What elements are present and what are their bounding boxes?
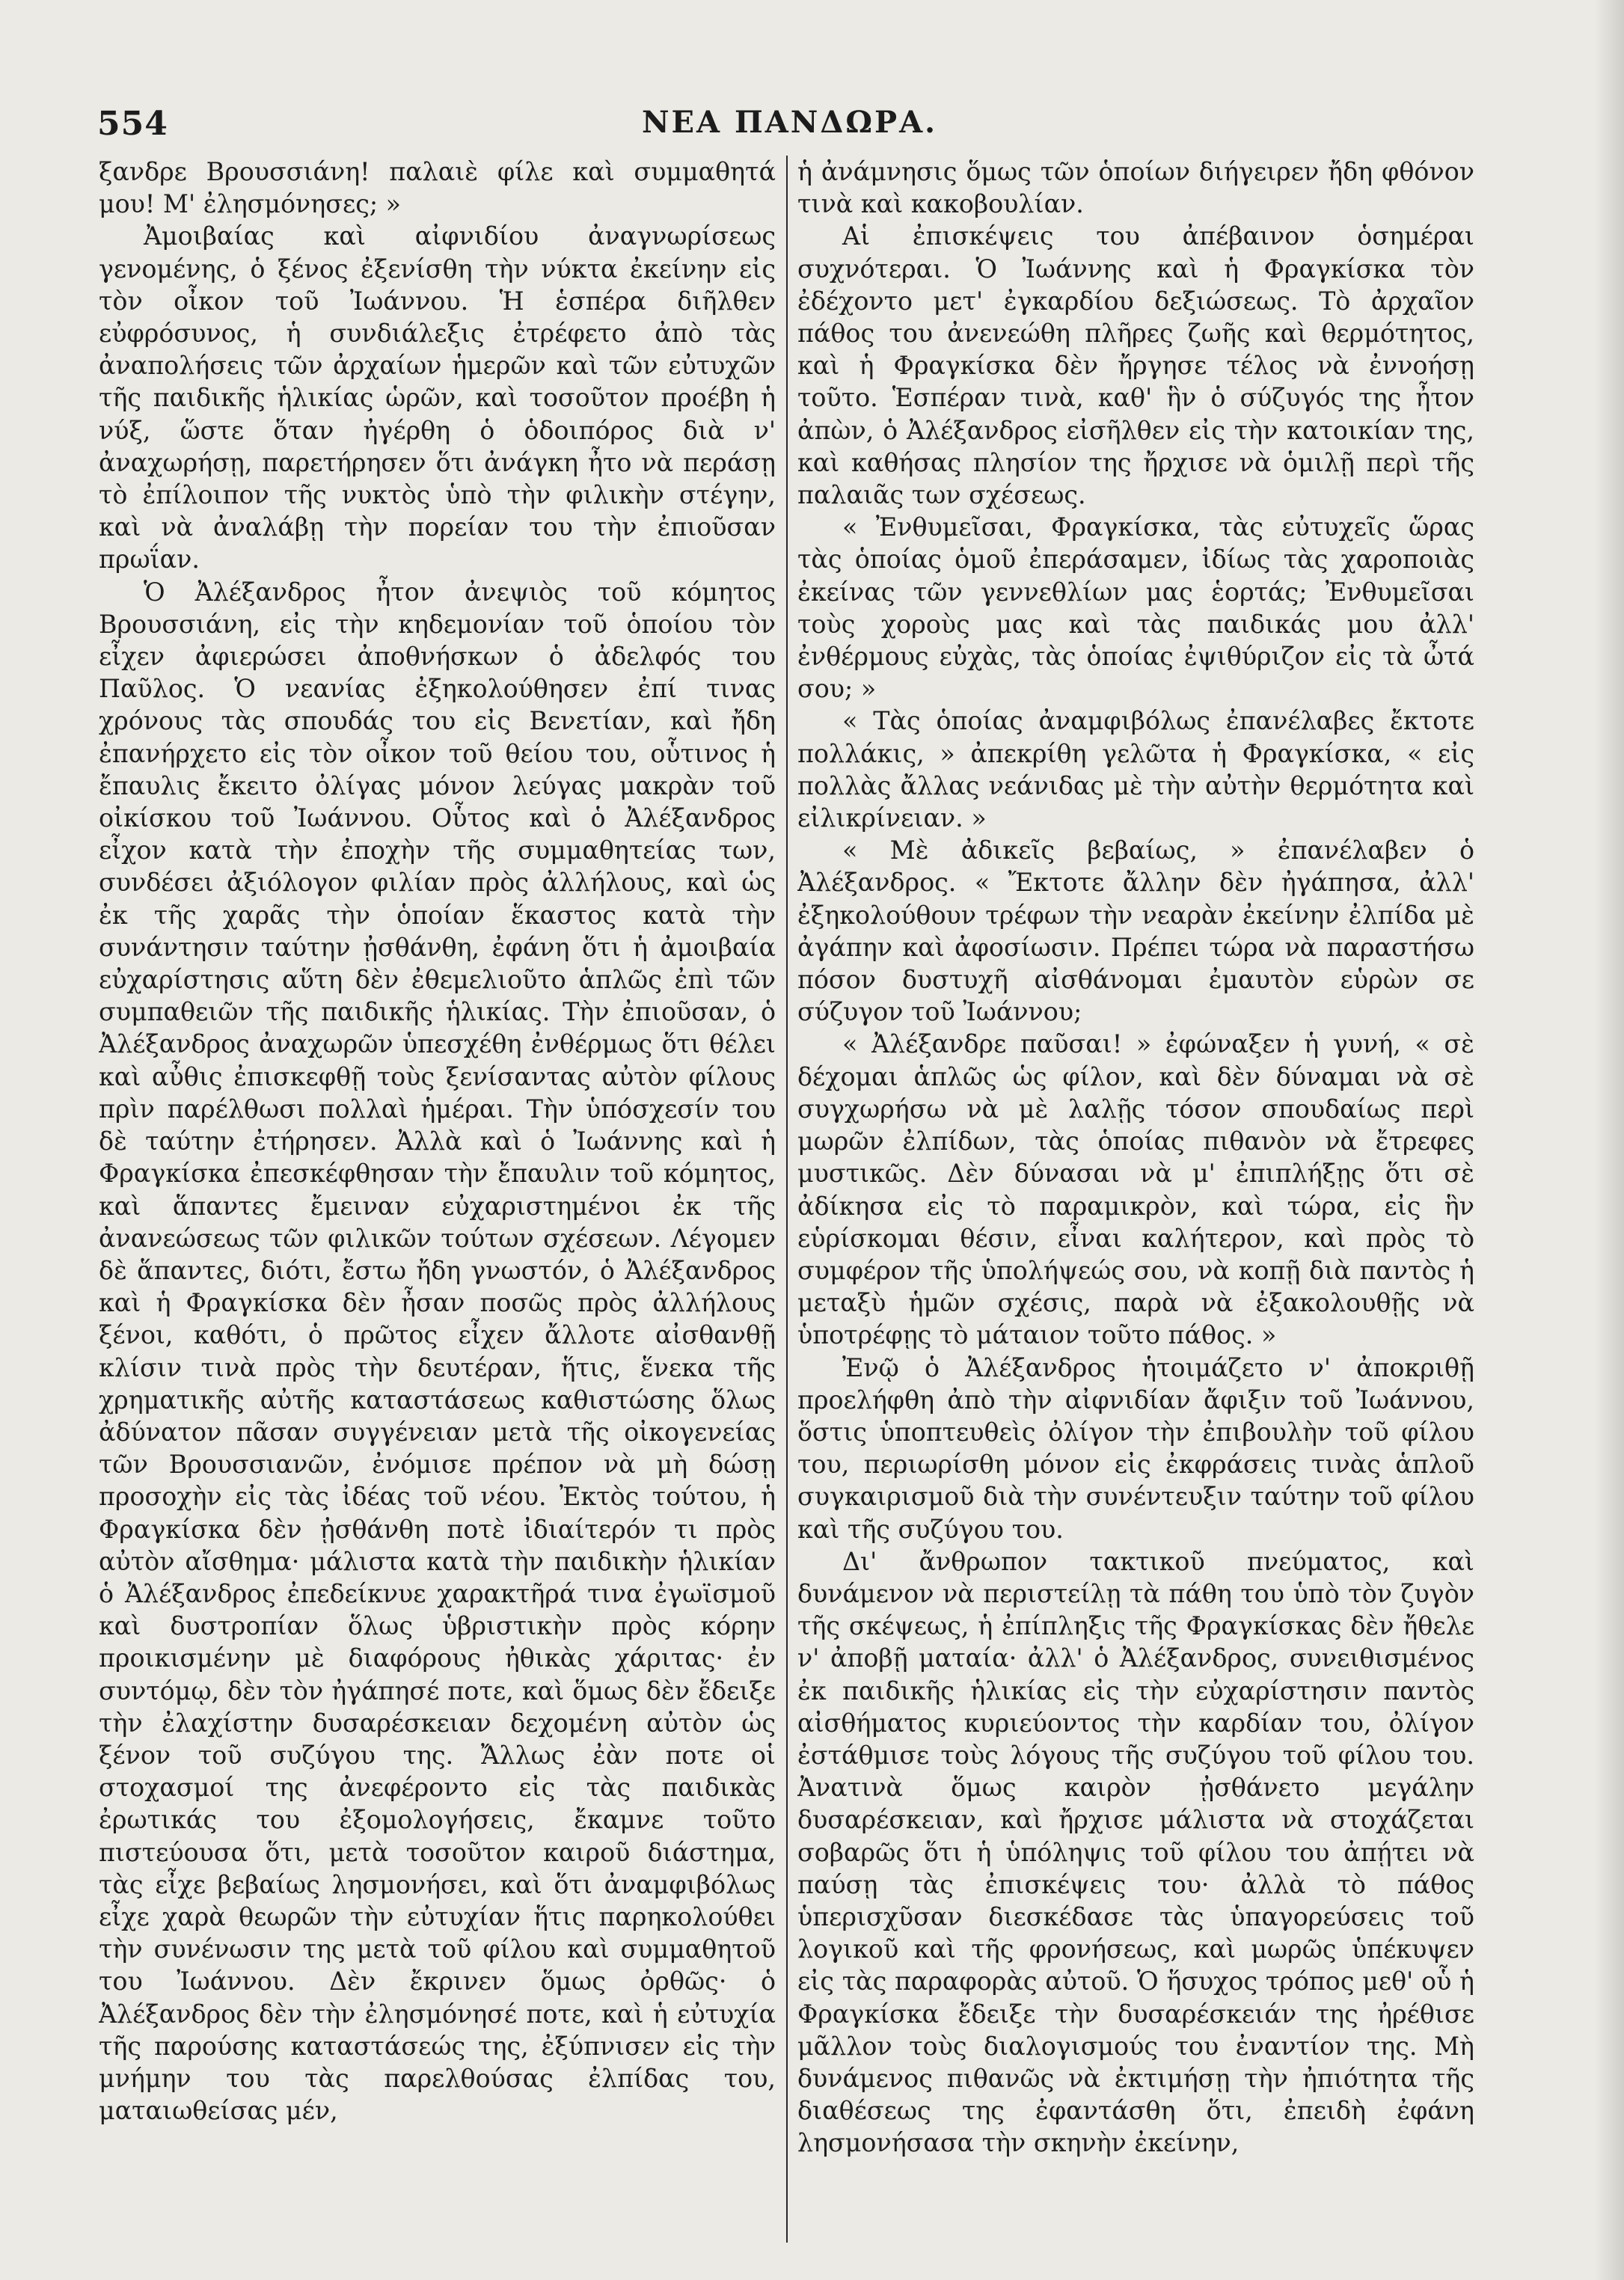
page-edge-shadow [1594,0,1624,2280]
left-paragraph-3: Ὁ Ἀλέξανδρος ἦτον ἀνεψιὸς τοῦ κόμητος Βρουσσιάνη, εἰς τὴν κηδεμονίαν τοῦ ὁποίου τὸν εἶχεν ἀφιερώσει ἀποθνήσκων ὁ ἀδελφός του Παῦλος. Ὁ νεανίας ἐξηκολούθησεν ἐπί τινας χρόνους τὰς σπουδάς του εἰς Βενετίαν, καὶ ἤδη ἐπανήρχετο εἰς τὸν οἶκον τοῦ θείου του, οὗτινος ἡ ἔπαυλις ἔκειτο ὀλίγας μόνον λεύγας μακρὰν τοῦ οἰκίσκου τοῦ Ἰωάννου. Οὗτος καὶ ὁ Ἀλέξανδρος εἶχον κατὰ τὴν ἐποχὴν τῆς συμμαθητείας των, συνδέσει ἀξιόλογον φιλίαν πρὸς ἀλλήλους, καὶ ὡς ἐκ τῆς χαρᾶς τὴν ὁποίαν ἕκαστος κατὰ τὴν συνάντησιν ταύτην ᾐσθάνθη, ἐφάνη ὅτι ἡ ἀμοιβαία εὐχαρίστησις αὕτη δὲν ἐθεμελιοῦτο ἁπλῶς ἐπὶ τῶν συμπαθειῶν τῆς παιδικῆς ἡλικίας. Τὴν ἐπιοῦσαν, ὁ Ἀλέξανδρος ἀναχωρῶν ὑπεσχέθη ἐνθέρμως ὅτι θέλει καὶ αὖθις ἐπισκεφθῇ τοὺς ξενίσαντας αὐτὸν φίλους πρὶν παρέλθωσι πολλαὶ ἡμέραι. Τὴν ὑπόσχεσίν του δὲ ταύτην ἐτήρησεν. Ἀλλὰ καὶ ὁ Ἰωάννης καὶ ἡ Φραγκίσκα ἐπεσκέφθησαν τὴν ἔπαυλιν τοῦ κόμητος, καὶ ἅπαντες ἔμειναν εὐχαριστημένοι ἐκ τῆς ἀνανεώσεως τῶν φιλικῶν τούτων σχέσεων. Λέγομεν δὲ ἅπαντες, διότι, ἔστω ἤδη γνωστόν, ὁ Ἀλέξανδρος καὶ ἡ Φραγκίσκα δὲν ἦσαν ποσῶς πρὸς ἀλλήλους ξένοι, καθότι, ὁ πρῶτος εἶχεν ἄλλοτε αἰσθανθῇ κλίσιν τινὰ πρὸς τὴν δευτέραν, ἥτις, ἕνεκα τῆς χρηματικῆς αὐτῆς καταστάσεως καθιστώσης ὅλως ἀδύνατον πᾶσαν συγγένειαν μετὰ τῆς οἰκογενείας τῶν Βρουσσιανῶν, ἐνόμισε πρέπον νὰ μὴ δώσῃ προσοχὴν εἰς τὰς ἰδέας τοῦ νέου. Ἐκτὸς τούτου, ἡ Φραγκίσκα δὲν ᾐσθάνθη ποτὲ ἰδιαίτερόν τι πρὸς αὐτὸν αἴσθημα· μάλιστα κατὰ τὴν παιδικὴν ἡλικίαν ὁ Ἀλέξανδρος ἐπεδείκνυε χαρακτῆρά τινα ἐγωϊσμοῦ καὶ δυστροπίαν ὅλως ὑβριστικὴν πρὸς κόρην προικισμένην μὲ διαφόρους ἠθικὰς χάριτας· ἐν συντόμῳ, δὲν τὸν ἠγάπησέ ποτε, καὶ ὅμως δὲν ἔδειξε τὴν ἐλαχίστην δυσαρέσκειαν δεχομένη αὐτὸν ὡς ξένον τοῦ συζύγου της. Ἄλλως ἐὰν ποτε οἱ στοχασμοί της ἀνεφέροντο εἰς τὰς παιδικὰς ἐρωτικάς του ἐξομολογήσεις, ἔκαμνε τοῦτο πιστεύουσα ὅτι, μετὰ τοσοῦτον καιροῦ διάστημα, τὰς εἶχε βεβαίως λησμονήσει, καὶ ὅτι ἀναμφιβόλως εἶχε χαρὰ θεωρῶν τὴν εὐτυχίαν ἥτις παρηκολούθει τὴν συνένωσιν της μετὰ τοῦ φίλου καὶ συμμαθητοῦ του Ἰωάννου. Δὲν ἔκρινεν ὅμως ὀρθῶς· ὁ Ἀλέξανδρος δὲν τὴν ἐλησμόνησέ ποτε, καὶ ἡ εὐτυχία τῆς παρούσης καταστάσεώς της, ἐξύπνισεν εἰς τὴν μνήμην του τὰς παρελθούσας ἐλπίδας του, ματαιωθείσας μέν, [99,577,776,2126]
running-title: ΝΕΑ ΠΑΝΔΩΡΑ. [641,105,938,140]
column-divider [786,156,788,2243]
left-column [99,156,776,2243]
right-paragraph-7: Ἐνῷ ὁ Ἀλέξανδρος ἡτοιμάζετο ν' ἀποκριθῇ προελήφθη ἀπὸ τὴν αἰφνιδίαν ἄφιξιν τοῦ Ἰωάννου, ὅστις ὑποπτευθεὶς ὀλίγον τὴν ἐπιβουλὴν τοῦ φίλου του, περιωρίσθη μόνον εἰς ἐκφράσεις τινὰς ἁπλοῦ συγκαιρισμοῦ διὰ τὴν συνέντευξιν ταύτην τοῦ φίλου καὶ τῆς συζύγου του. [797,1352,1474,1544]
right-paragraph-2: Αἱ ἐπισκέψεις του ἀπέβαινον ὁσημέραι συχνότεραι. Ὁ Ἰωάννης καὶ ἡ Φραγκίσκα τὸν ἐδέχοντο μετ' ἐγκαρδίου δεξιώσεως. Τὸ ἀρχαῖον πάθος του ἀνενεώθη πλῆρες ζωῆς καὶ θερμότητος, καὶ ἡ Φραγκίσκα δὲν ἤργησε τέλος νὰ ἐννοήσῃ τοῦτο. Ἑσπέραν τινὰ, καθ' ἣν ὁ σύζυγός της ἦτον ἀπὼν, ὁ Ἀλέξανδρος εἰσῆλθεν εἰς τὴν κατοικίαν της, καὶ καθήσας πλησίον της ἤρχισε νὰ ὁμιλῇ περὶ τῆς παλαιᾶς των σχέσεως. [797,221,1474,510]
right-paragraph-4: « Τὰς ὁποίας ἀναμφιβόλως ἐπανέλαβες ἔκτοτε πολλάκις, » ἀπεκρίθη γελῶτα ἡ Φραγκίσκα, « εἰς πολλὰς ἄλλας νεάνιδας μὲ τὴν αὐτὴν θερμότητα καὶ εἰλικρίνειαν. » [797,706,1474,833]
right-paragraph-5: « Μὲ ἀδικεῖς βεβαίως, » ἐπανέλαβεν ὁ Ἀλέξανδρος. « Ἔκτοτε ἄλλην δὲν ἠγάπησα, ἀλλ' ἐξηκολούθουν τρέφων τὴν νεαρὰν ἐκείνην ἐλπίδα μὲ ἀγάπην καὶ ἀφοσίωσιν. Πρέπει τώρα νὰ παραστήσω πόσον δυστυχῆ αἰσθάνομαι ἐμαυτὸν εὑρὼν σε σύζυγον τοῦ Ἰωάννου; [797,836,1474,1027]
right-column [797,156,1474,2243]
right-paragraph-3: « Ἐνθυμεῖσαι, Φραγκίσκα, τὰς εὐτυχεῖς ὥρας τὰς ὁποίας ὁμοῦ ἐπεράσαμεν, ἰδίως τὰς χαροποιὰς ἐκείνας τῶν γεννεθλίων μας ἑορτάς; Ἐνθυμεῖσαι τοὺς χοροὺς μας καὶ τὰς παιδικάς μου ἀλλ' ἐνθέρμους εὐχὰς, τὰς ὁποίας ἐψιθύριζον εἰς τὰ ὦτά σου; » [797,512,1474,704]
page-number: 554 [97,105,168,143]
right-paragraph-6: « Ἀλέξανδρε παῦσαι! » ἐφώναξεν ἡ γυνή, « σὲ δέχομαι ἁπλῶς ὡς φίλον, καὶ δὲν δύναμαι νὰ σὲ συγχωρήσω νὰ μὲ λαλῇς τόσον σπουδαίως περὶ μωρῶν ἐλπίδων, τὰς ὁποίας πιθανὸν νὰ ἔτρεφες μυστικῶς. Δὲν δύνασαι νὰ μ' ἐπιπλήξῃς ὅτι σὲ ἀδίκησα εἰς τὸ παραμικρὸν, καὶ τώρα, εἰς ἣν εὑρίσκομαι θέσιν, εἶναι καλήτερον, καὶ πρὸς τὸ συμφέρον τῆς ὑπολήψεώς σου, νὰ κοπῇ διὰ παντὸς ἡ μεταξὺ ἡμῶν σχέσις, παρὰ νὰ ἐξακολουθῇς νὰ ὑποτρέφῃς τὸ μάταιον τοῦτο πάθος. » [797,1029,1474,1350]
page-header [97,105,1482,150]
right-paragraph-8: Δι' ἄνθρωπον τακτικοῦ πνεύματος, καὶ δυνάμενον νὰ περιστείλῃ τὰ πάθη του ὑπὸ τὸν ζυγὸν τῆς σκέψεως, ἡ ἐπίπληξις τῆς Φραγκίσκας δὲν ἤθελε ν' ἀποβῇ ματαία· ἀλλ' ὁ Ἀλέξανδρος, συνειθισμένος ἐκ παιδικῆς ἡλικίας εἰς τὴν εὐχαρίστησιν παντὸς αἰσθήματος κυριεύοντος τὴν καρδίαν του, ὀλίγον ἐστάθμισε τοὺς λόγους τῆς συζύγου τοῦ φίλου του. Ἀνατινὰ ὅμως καιρὸν ᾐσθάνετο μεγάλην δυσαρέσκειαν, καὶ ἤρχισε μάλιστα νὰ στοχάζεται σοβαρῶς ὅτι ἡ ὑπόληψις τοῦ φίλου του ἀπῄτει νὰ παύσῃ τὰς ἐπισκέψεις του· ἀλλὰ τὸ πάθος ὑπερισχῦσαν διεσκέδασε τὰς ὑπαγορεύσεις τοῦ λογικοῦ καὶ τῆς φρονήσεως, καὶ μωρῶς ὑπέκυψεν εἰς τὰς παραφορὰς αὐτοῦ. Ὁ ἥσυχος τρόπος μεθ' οὗ ἡ Φραγκίσκα ἔδειξε τὴν δυσαρέσκειάν της ἠρέθισε μᾶλλον τοὺς διαλογισμούς του ἐναντίον της. Μὴ δυνάμενος πιθανῶς νὰ ἐκτιμήσῃ τὴν ἠπιότητα τῆς διαθέσεως της ἐφαντάσθη ὅτι, ἐπειδὴ ἐφάνη λησμονήσασα τὴν σκηνὴν ἐκείνην, [797,1546,1474,2158]
left-paragraph-1: ξανδρε Βρουσσιάνη! παλαιὲ φίλε καὶ συμμαθητά μου! Μ' ἐλησμόνησες; » [99,157,776,219]
right-paragraph-1: ἡ ἀνάμνησις ὅμως τῶν ὁποίων διήγειρεν ἤδη φθόνον τινὰ καὶ κακοβουλίαν. [797,157,1474,219]
left-paragraph-2: Ἀμοιβαίας καὶ αἰφνιδίου ἀναγνωρίσεως γενομένης, ὁ ξένος ἐξενίσθη τὴν νύκτα ἐκείνην εἰς τὸν οἶκον τοῦ Ἰωάννου. Ἡ ἑσπέρα διῆλθεν εὐφρόσυνος, ἡ συνδιάλεξις ἐτρέφετο ἀπὸ τὰς ἀναπολήσεις τῶν ἀρχαίων ἡμερῶν καὶ τῶν εὐτυχῶν τῆς παιδικῆς ἡλικίας ὡρῶν, καὶ τοσοῦτον προέβη ἡ νύξ, ὥστε ὅταν ἠγέρθη ὁ ὁδοιπόρος διὰ ν' ἀναχωρήσῃ, παρετήρησεν ὅτι ἀνάγκη ἦτο νὰ περάσῃ τὸ ἐπίλοιπον τῆς νυκτὸς ὑπὸ τὴν φιλικὴν στέγην, καὶ νὰ ἀναλάβῃ τὴν πορείαν του τὴν ἐπιοῦσαν πρωΐαν. [99,221,776,574]
